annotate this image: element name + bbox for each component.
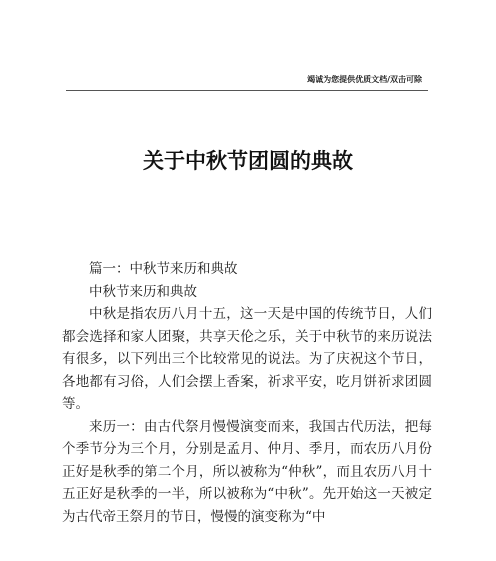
document-title: 关于中秋节团圆的典故 (143, 149, 353, 173)
header-divider (66, 90, 428, 91)
paragraph-subheading: 中秋节来历和典故 (89, 283, 197, 300)
paragraph-section-heading: 篇一：中秋节来历和典故 (89, 261, 238, 277)
paragraph: 来历一：由古代祭月慢慢演变而来，我国古代历法，把每个季节分为三个月，分别是孟月、仲月、季月，而农历八月份正好是秋季的第二个月，所以被称为“仲秋”，而且农历八月十五正好是秋季的一半，所以被称为“中秋”。先开始这一天被定为古代帝王祭月的节日，慢慢的演变称为“中 (62, 418, 432, 525)
document-body (62, 258, 432, 528)
paragraph: 中秋是指农历八月十五，这一天是中国的传统节日，人们都会选择和家人团聚，共享天伦之乐，关于中秋节的来历说法有很多，以下列出三个比较常见的说法。为了庆祝这个节日，各地都有习俗，人们会摆上香案，祈求平安，吃月饼祈求团圆等。 (62, 306, 432, 412)
header-note: 竭诚为您提供优质文档/双击可除 (307, 75, 422, 84)
